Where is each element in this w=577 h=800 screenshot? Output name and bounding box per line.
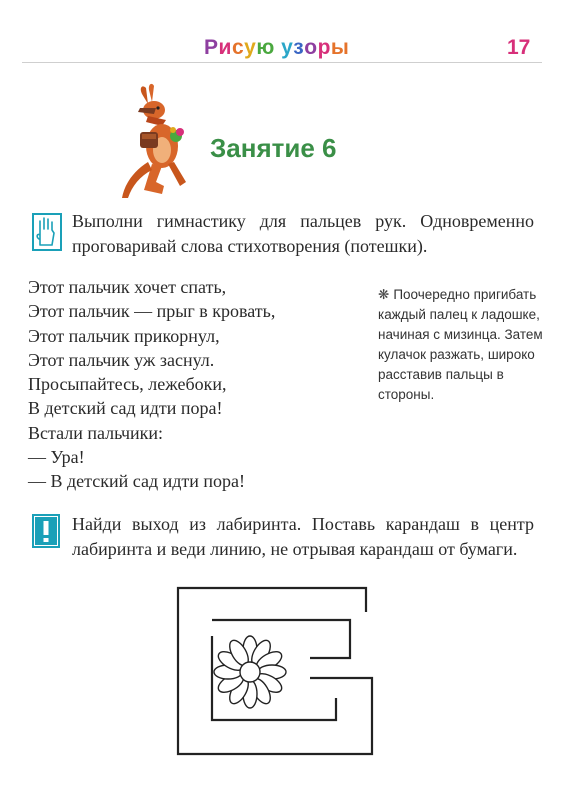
flower-icon xyxy=(214,636,286,708)
page-header-title xyxy=(204,36,349,60)
hand-icon xyxy=(32,213,62,251)
header-title-letter: ю xyxy=(256,36,275,59)
header-title-letter: с xyxy=(231,36,245,59)
note-text: Поочередно пригибать каждый палец к ладошке, начиная с мизинца. Затем кулачок разжать, широко расставив пальцы в стороны. xyxy=(378,287,543,402)
flower-center xyxy=(240,662,260,682)
header-title-letter: р xyxy=(317,36,331,59)
page-number: 17 xyxy=(507,36,531,59)
poem-line: Просыпайтесь, лежебоки, xyxy=(28,374,227,395)
side-note xyxy=(378,285,544,405)
header-title-letter: о xyxy=(304,36,318,59)
task2-instruction: Найди выход из лабиринта. Поставь карандаш в центр лабиринта и веди линию, не отрывая карандаш от бумаги. xyxy=(72,514,534,559)
poem-line: В детский сад идти пора! xyxy=(28,398,223,419)
header-title-letter: у xyxy=(244,36,257,59)
hand-glyph xyxy=(34,215,60,249)
poem-line: Этот пальчик прикорнул, xyxy=(28,325,220,346)
poem-line: Встали пальчики: xyxy=(28,422,164,443)
task1-instruction: Выполни гимнастику для пальцев рук. Одновременно проговаривай слова стихотворения (потешки). xyxy=(72,211,534,256)
kangaroo-mascot-icon xyxy=(118,82,200,200)
poem-line: Этот пальчик — прыг в кровать, xyxy=(28,301,276,322)
poem xyxy=(28,275,348,494)
maze xyxy=(160,580,390,762)
exclamation-glyph xyxy=(34,516,58,546)
header-title-letter: ы xyxy=(330,36,350,59)
note-marker: ❋ xyxy=(378,287,390,302)
header-title-letter: и xyxy=(218,36,232,59)
header-divider xyxy=(22,62,542,63)
poem-line: Этот пальчик уж заснул. xyxy=(28,349,215,370)
poem-line: — Ура! xyxy=(28,447,85,468)
header-title-letter: у xyxy=(281,36,294,59)
exclamation-icon xyxy=(32,514,60,548)
poem-line: — В детский сад идти пора! xyxy=(28,471,246,492)
header-title-letter: з xyxy=(293,36,305,59)
header-title-letter: Р xyxy=(204,36,219,59)
lesson-title: Занятие 6 xyxy=(210,133,337,163)
poem-line: Этот пальчик хочет спать, xyxy=(28,277,227,297)
